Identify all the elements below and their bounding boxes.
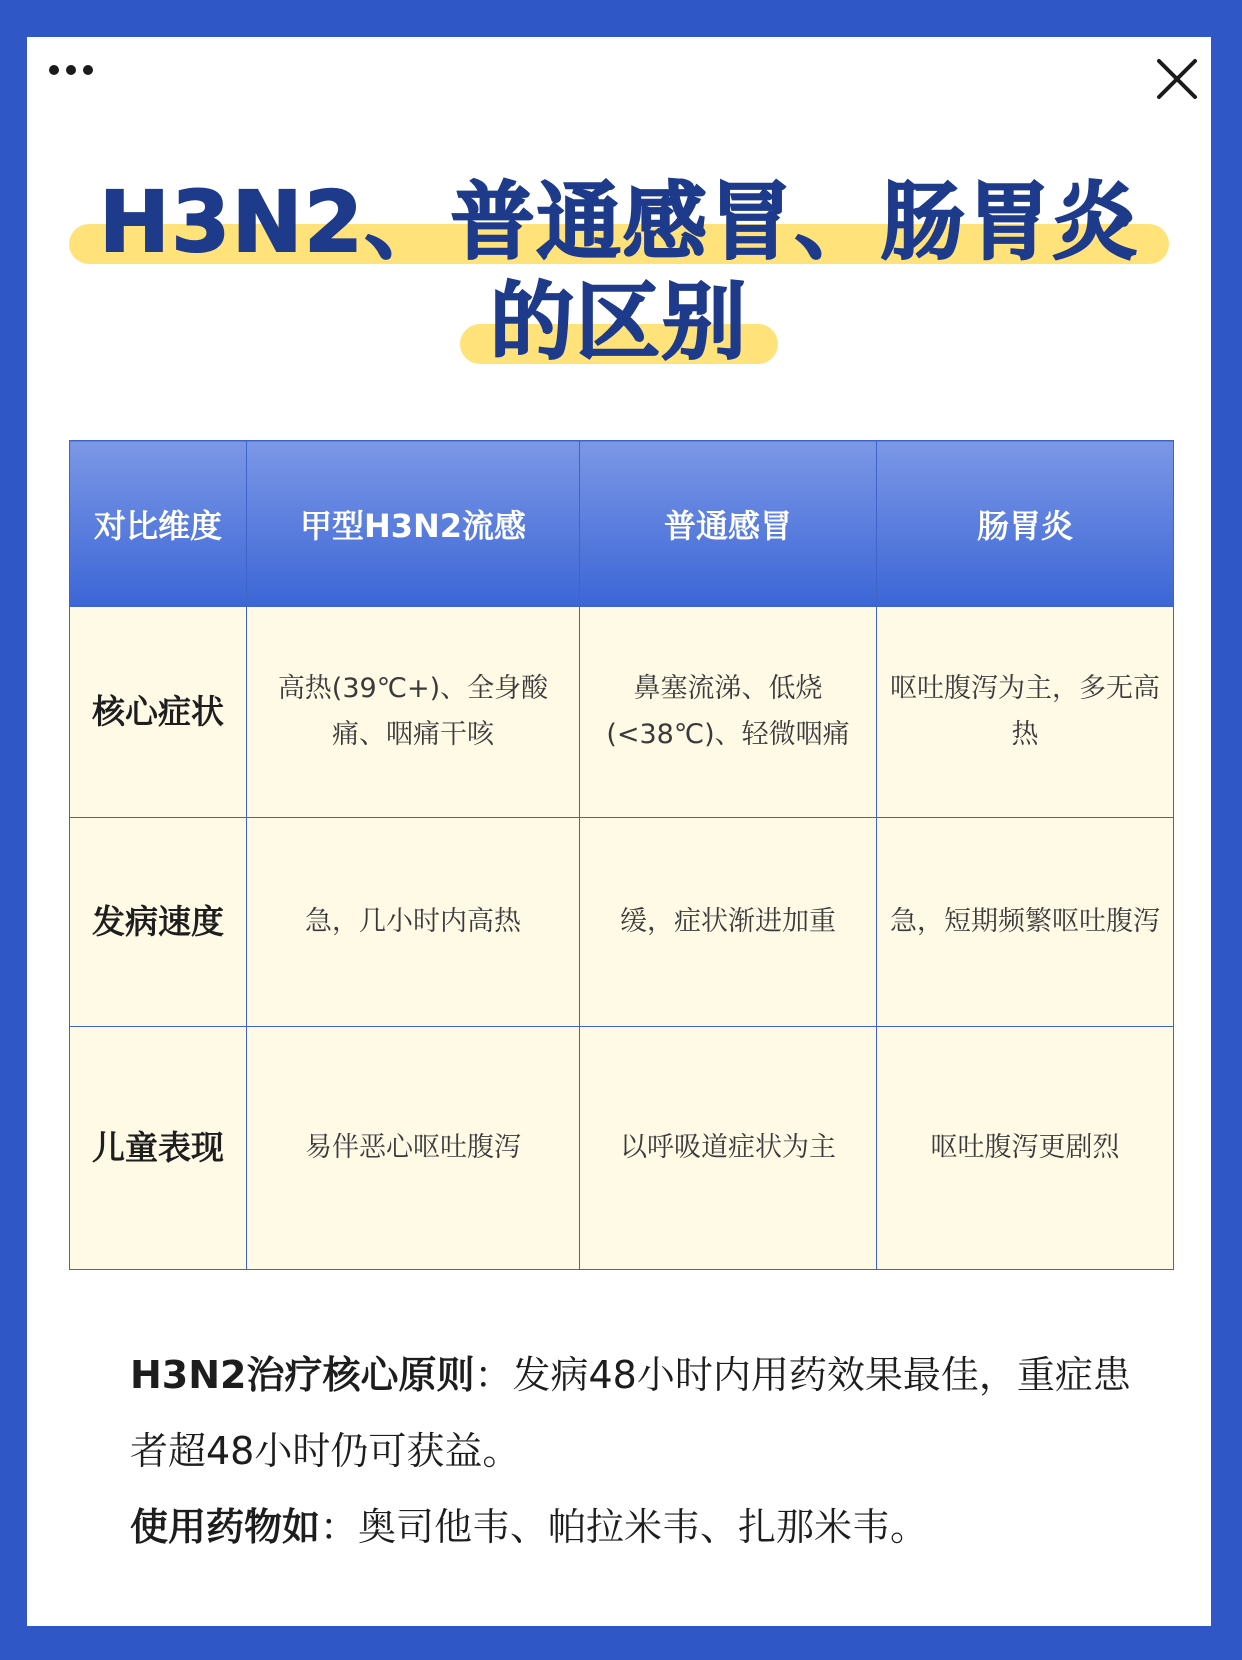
content-card — [27, 37, 1211, 1626]
table-header-row — [70, 441, 1174, 607]
drugs-text: ：奥司他韦、帕拉米韦、扎那米韦。 — [320, 1505, 929, 1549]
principle-text: ：发病48小时内用药效果最佳，重症患者超48小时仍可获益。 — [130, 1353, 1131, 1473]
row-header-cell: 儿童表现 — [70, 1027, 247, 1270]
more-dot — [49, 65, 59, 75]
table-cell: 高热(39℃+)、全身酸痛、咽痛干咳 — [247, 607, 580, 818]
close-icon[interactable] — [1151, 53, 1203, 105]
header-cell: 对比维度 — [70, 441, 247, 607]
header-cell: 普通感冒 — [580, 441, 877, 607]
header-cell: 甲型H3N2流感 — [247, 441, 580, 607]
table-row — [70, 818, 1174, 1027]
row-header-cell: 核心症状 — [70, 607, 247, 818]
comparison-table — [69, 440, 1174, 1270]
table-cell: 呕吐腹泻更剧烈 — [877, 1027, 1174, 1270]
more-dot — [83, 65, 93, 75]
page-title — [27, 172, 1211, 372]
more-icon[interactable] — [49, 63, 99, 77]
drugs-note — [130, 1489, 1150, 1565]
title-line-1: H3N2、普通感冒、肠胃炎 — [99, 172, 1139, 272]
treatment-notes — [130, 1337, 1150, 1565]
principle-label: H3N2治疗核心原则 — [130, 1353, 475, 1397]
table-cell: 急，短期频繁呕吐腹泻 — [877, 818, 1174, 1027]
table-row — [70, 607, 1174, 818]
table-row — [70, 1027, 1174, 1270]
principle-note — [130, 1337, 1150, 1489]
table-cell: 以呼吸道症状为主 — [580, 1027, 877, 1270]
more-dot — [66, 65, 76, 75]
table-cell: 鼻塞流涕、低烧(<38℃)、轻微咽痛 — [580, 607, 877, 818]
table-cell: 易伴恶心呕吐腹泻 — [247, 1027, 580, 1270]
table-cell: 缓，症状渐进加重 — [580, 818, 877, 1027]
table-cell: 呕吐腹泻为主，多无高热 — [877, 607, 1174, 818]
table-cell: 急，几小时内高热 — [247, 818, 580, 1027]
title-line-2: 的区别 — [490, 272, 748, 372]
drugs-label: 使用药物如 — [130, 1505, 321, 1549]
header-cell: 肠胃炎 — [877, 441, 1174, 607]
row-header-cell: 发病速度 — [70, 818, 247, 1027]
